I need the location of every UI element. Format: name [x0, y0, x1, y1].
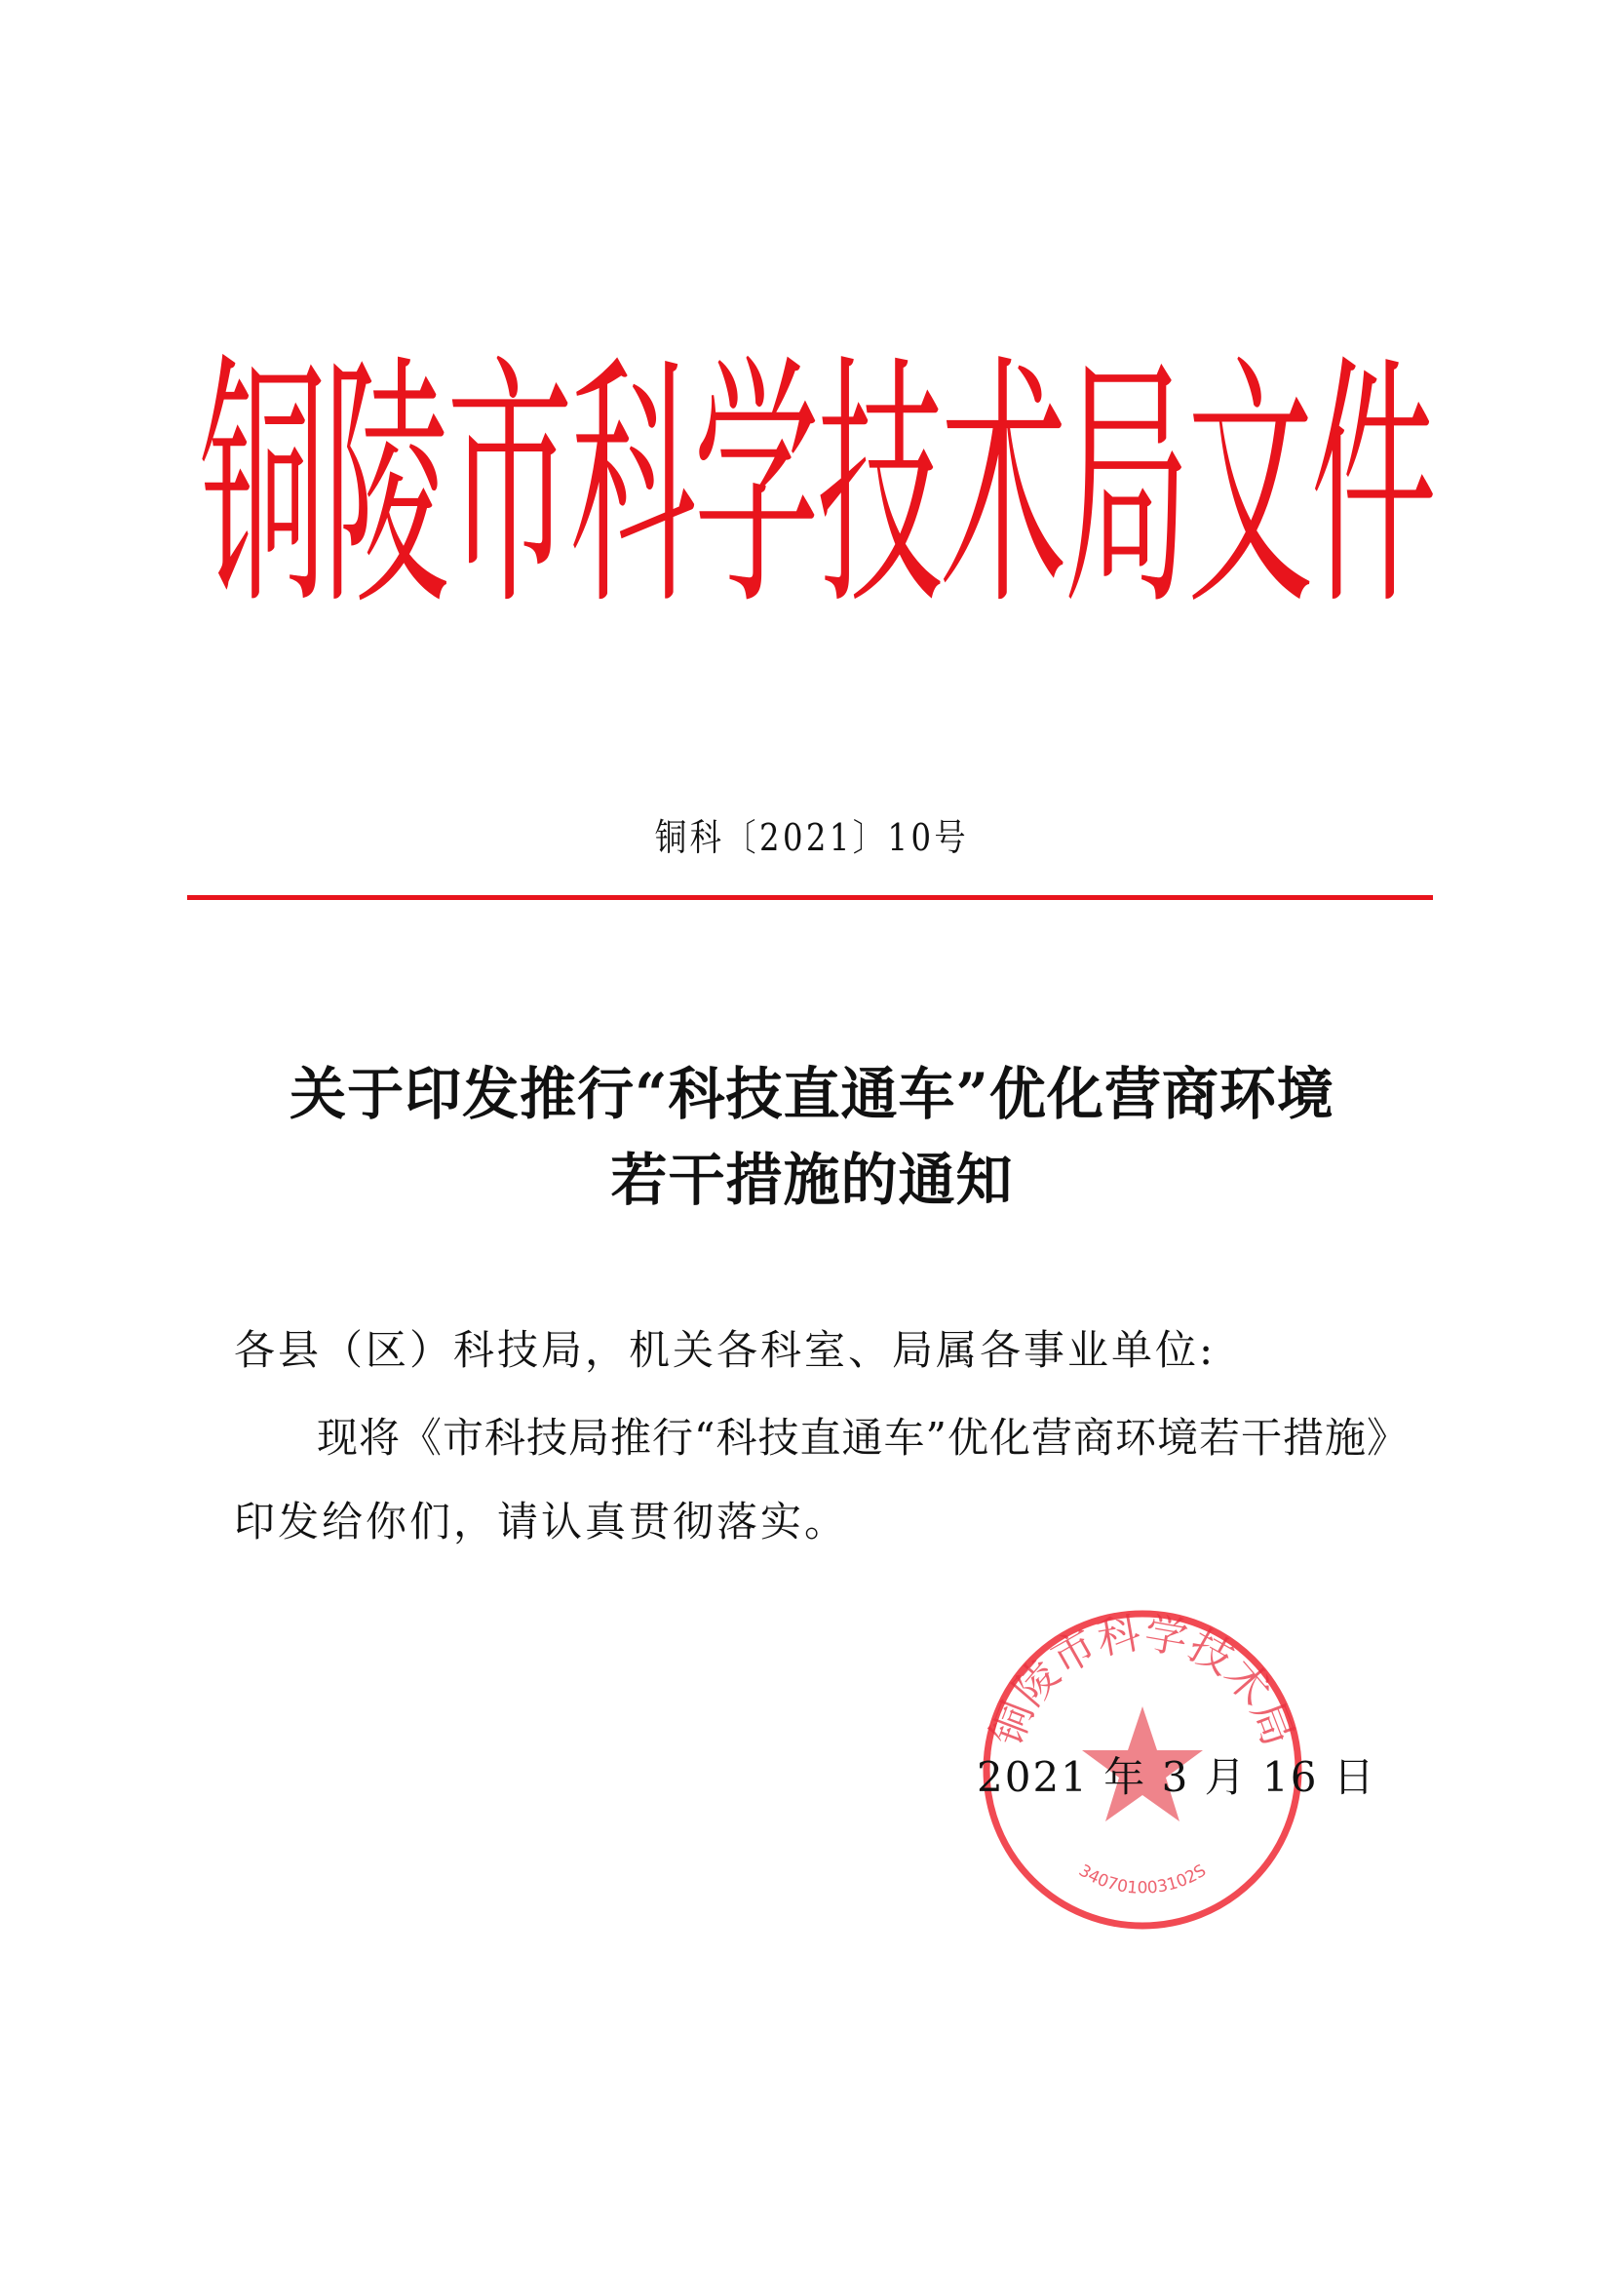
body-paragraph-line1: 现将《市科技局推行“科技直通车”优化营商环境若干措施》: [317, 1414, 1409, 1462]
notice-title-line1: 关于印发推行“科技直通车”优化营商环境: [290, 1061, 1334, 1127]
seal-text: 铜陵市科学技术局: [982, 1608, 1303, 1753]
salutation: 各县（区）科技局，机关各科室、局属各事业单位:: [234, 1326, 1217, 1374]
red-divider: [187, 895, 1433, 900]
issue-date: 2021 年 3 月 16 日: [977, 1753, 1376, 1801]
seal-code: 340701003102S: [1075, 1860, 1210, 1898]
body-paragraph-line2: 印发给你们，请认真贯彻落实。: [234, 1498, 849, 1545]
document-number: 铜科〔2021〕10号: [654, 816, 970, 859]
document-header-title: 铜陵市科学技术局文件: [200, 333, 1435, 642]
notice-title-line2: 若干措施的通知: [610, 1147, 1014, 1213]
